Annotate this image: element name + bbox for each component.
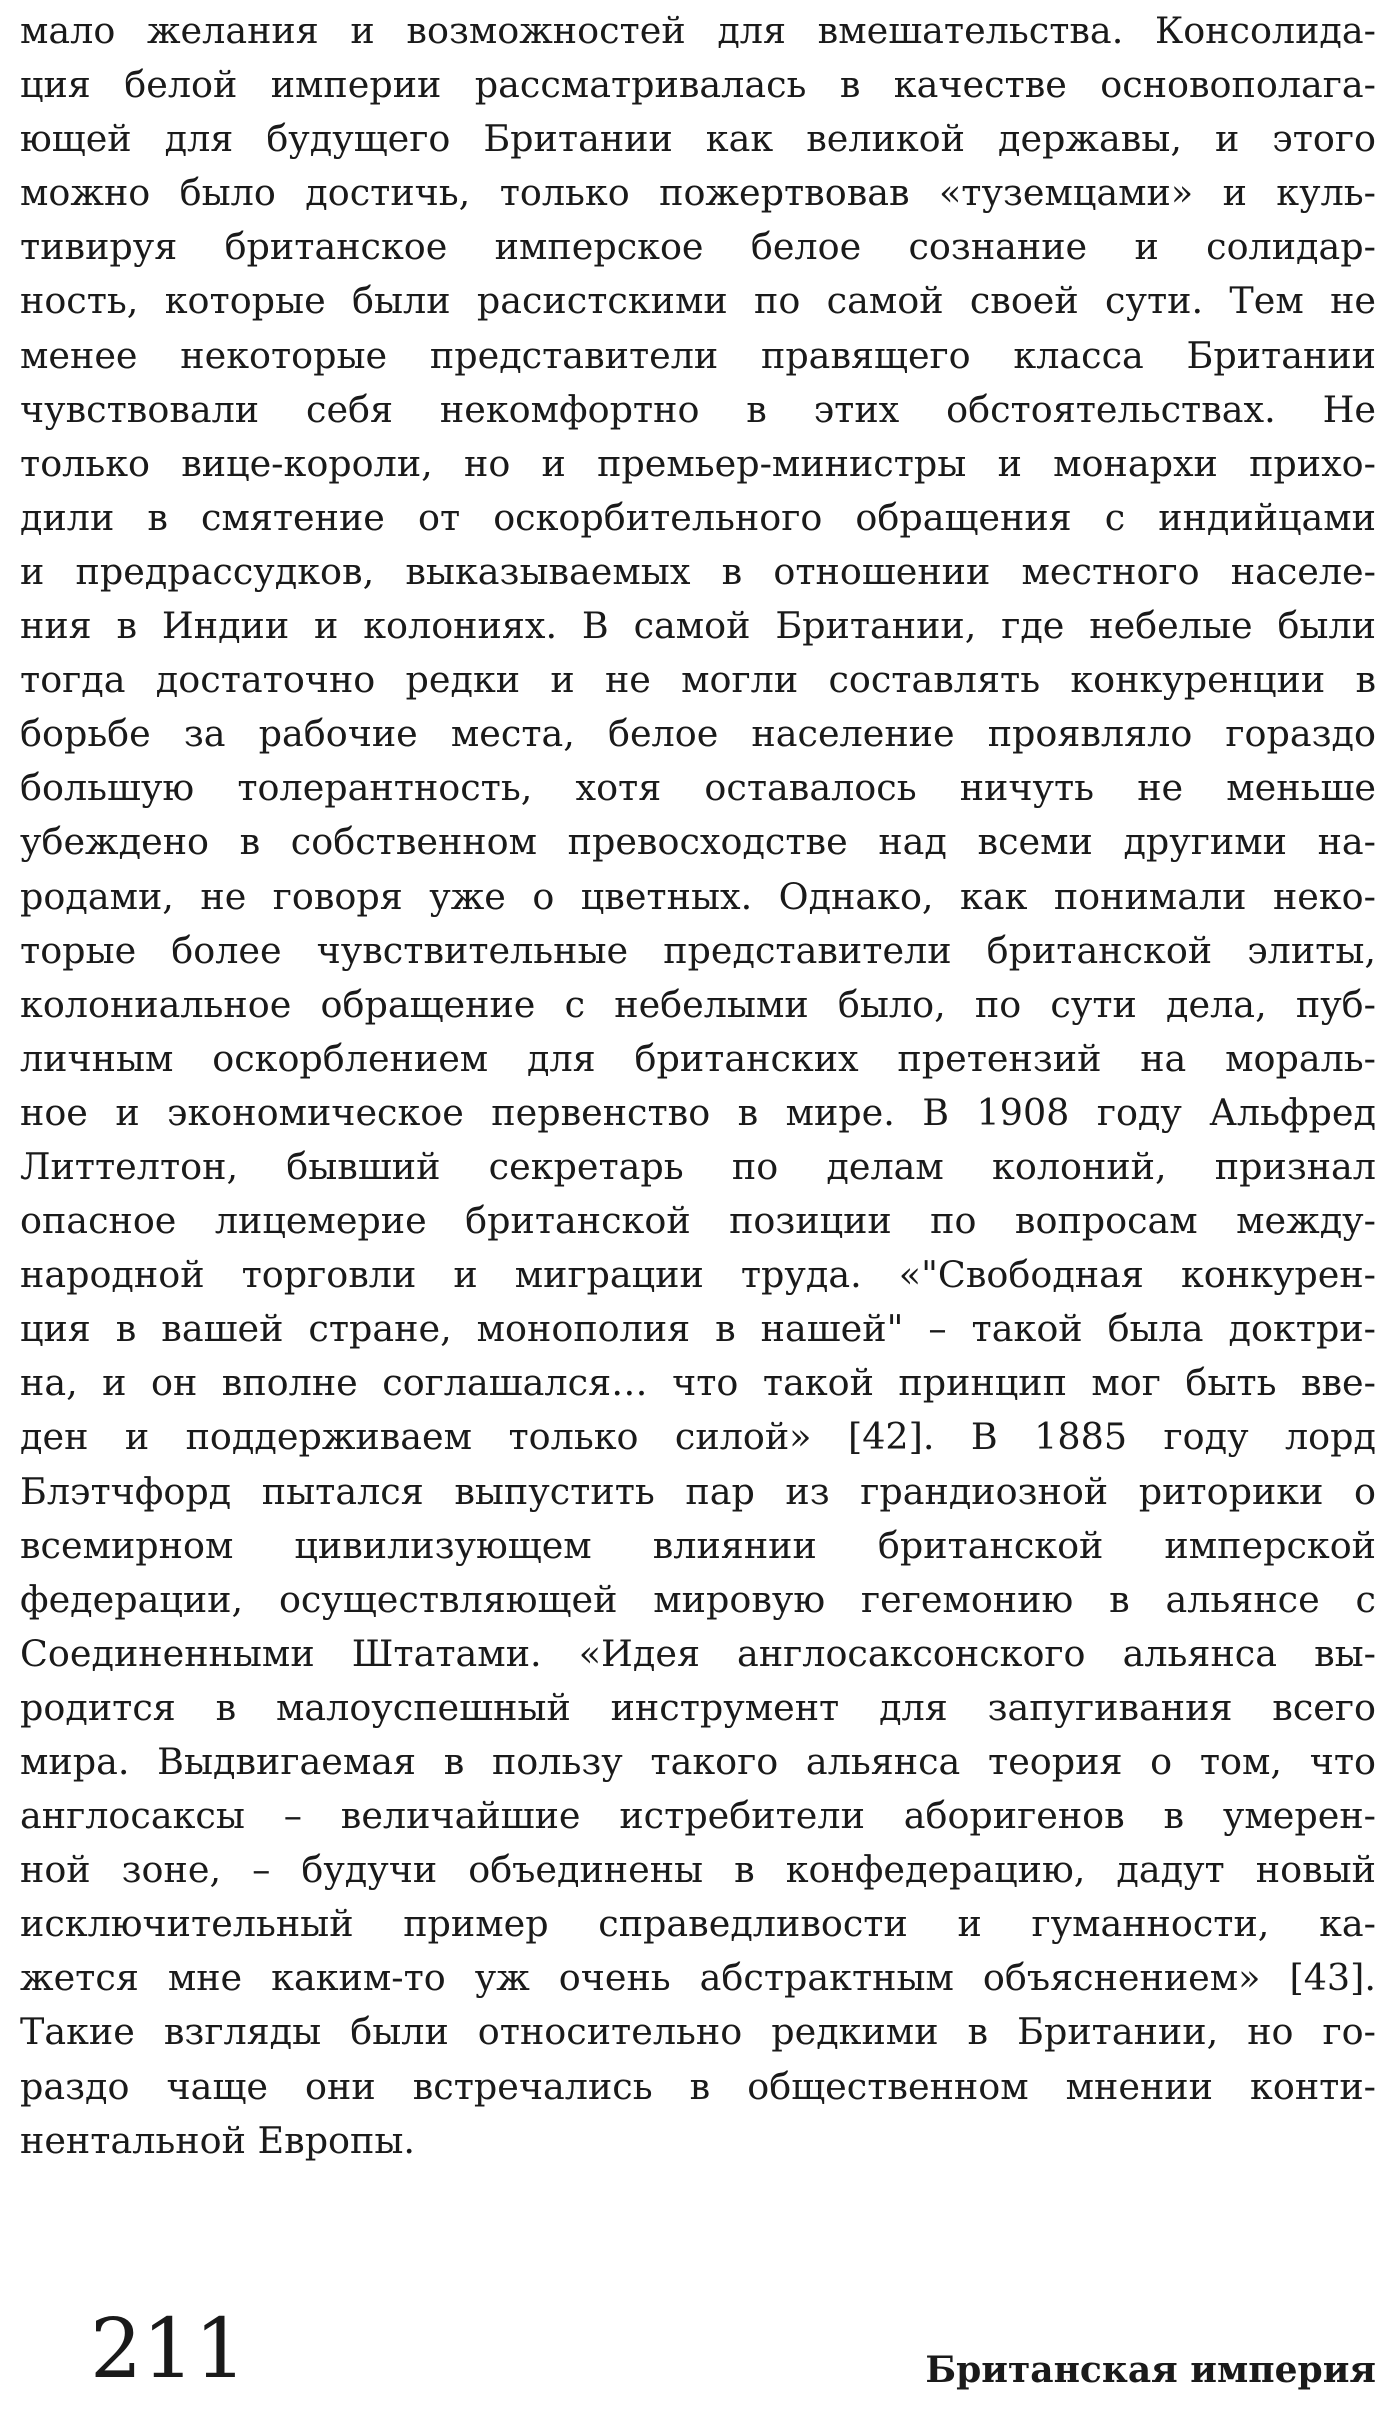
text-line: и предрассудков, выказываемых в отношении местного населе- [20,549,1376,593]
text-line: на, и он вполне соглашался… что такой принцип мог быть вве- [20,1361,1376,1405]
text-line: мира. Выдвигаемая в пользу такого альянса теория о том, что [20,1740,1376,1783]
text-line: ден и поддерживаем только силой» [42]. В 1885 году лорд [20,1415,1376,1459]
text-line: жется мне каким-то уж очень абстрактным объяснением» [43]. [20,1956,1376,2000]
text-line: всемирном цивилизующем влиянии британской имперской [20,1523,1376,1567]
text-line: дили в смятение от оскорбительного обращения с индийцами [20,495,1376,539]
text-line: родами, не говоря уже о цветных. Однако, как понимали неко- [20,874,1376,918]
text-line: раздо чаще они встречались в общественном мнении конти- [20,2064,1376,2108]
text-line: Такие взгляды были относительно редкими в Британии, но го- [20,2010,1376,2054]
page-number: 211 [90,2302,247,2397]
text-line: ной зоне, – будучи объединены в конфедерацию, дадут новый [20,1848,1376,1892]
text-line: торые более чувствительные представители британской элиты, [20,928,1376,972]
text-line: тивируя британское имперское белое сознание и солидар- [20,225,1376,269]
text-line: англосаксы – величайшие истребители аборигенов в умерен- [20,1794,1376,1838]
running-title: Британская империя [925,2349,1376,2391]
text-line: убеждено в собственном превосходстве над всеми другими на- [20,820,1376,864]
text-line: чувствовали себя некомфортно в этих обстоятельствах. Не [20,387,1376,431]
text-line: большую толерантность, хотя оставалось ничуть не меньше [20,766,1376,810]
text-line: мало желания и возможностей для вмешательства. Консолида- [20,9,1376,52]
text-line: исключительный пример справедливости и гуманности, ка- [20,1902,1376,1946]
text-line: личным оскорблением для британских претензий на мораль- [20,1036,1376,1080]
text-line: ность, которые были расистскими по самой своей сути. Тем не [20,279,1376,323]
body-text [20,4,1376,2168]
text-line: федерации, осуществляющей мировую гегемонию в альянсе с [20,1577,1376,1621]
text-line: ное и экономическое первенство в мире. В 1908 году Альфред [20,1090,1376,1134]
text-line: колониальное обращение с небелыми было, по сути дела, пуб- [20,982,1376,1026]
text-line: можно было достичь, только пожертвовав «туземцами» и куль- [20,171,1376,215]
text-line: Соединенными Штатами. «Идея англосаксонского альянса вы- [20,1631,1376,1675]
text-line: борьбе за рабочие места, белое население проявляло гораздо [20,712,1376,756]
text-line: ния в Индии и колониях. В самой Британии, где небелые были [20,604,1376,648]
text-line: только вице-короли, но и премьер-министры и монархи прихо- [20,441,1376,485]
text-line: тогда достаточно редки и не могли составлять конкуренции в [20,658,1376,702]
text-line: Блэтчфорд пытался выпустить пар из грандиозной риторики о [20,1469,1376,1513]
text-line: ция белой империи рассматривалась в качестве основополага- [20,63,1376,107]
text-line: нентальной Европы. [20,2118,416,2162]
text-line: ющей для будущего Британии как великой державы, и этого [20,117,1376,161]
text-line: Литтелтон, бывший секретарь по делам колоний, признал [20,1144,1376,1188]
text-line: опасное лицемерие британской позиции по вопросам между- [20,1199,1376,1243]
text-line: родится в малоуспешный инструмент для запугивания всего [20,1685,1376,1729]
text-line: ция в вашей стране, монополия в нашей" – такой была доктри- [20,1307,1376,1351]
text-line: народной торговли и миграции труда. «"Свободная конкурен- [20,1253,1376,1297]
text-line: менее некоторые представители правящего класса Британии [20,333,1376,377]
